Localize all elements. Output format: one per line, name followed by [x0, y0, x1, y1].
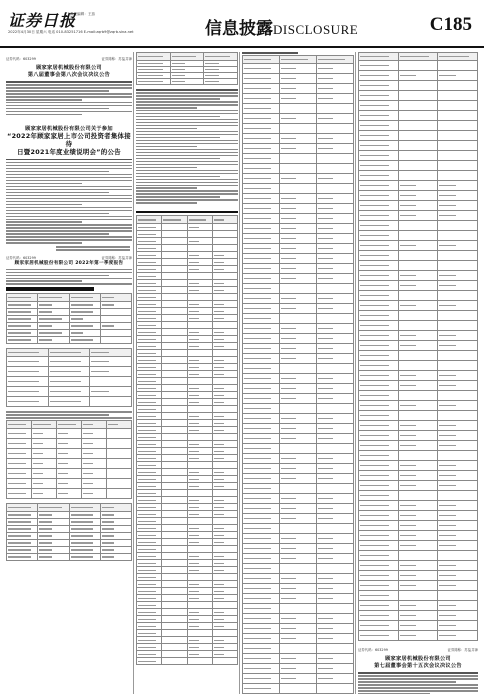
newspaper-logo: 证券日报 [8, 11, 77, 30]
company-name: 顾家家居机械股份有限公司 [385, 656, 451, 662]
stock-short-name: 证券简称：苏盐井神 [101, 57, 132, 61]
stock-code: 证券代码：603299 [6, 255, 36, 260]
notice-header [6, 56, 132, 78]
column-rule [239, 52, 240, 694]
notice-header [6, 255, 132, 266]
dateline: 2022年4月30日 星期六 电话 010-83251716 E-mail:zqrb9@zqrb.sina.net [8, 30, 134, 34]
notice-header [358, 647, 478, 669]
stock-short-name: 证券简称：苏盐井神 [447, 648, 478, 652]
notice-title: 第七届董事会第十五次会议决议公告 [374, 663, 462, 669]
company-name: 顾家家居机械股份有限公司 [36, 65, 102, 71]
data-table [6, 348, 132, 407]
section-title-cn: 信息披露 [205, 19, 273, 39]
data-table [136, 52, 238, 85]
notice-header [6, 125, 132, 156]
section-heading-bar [136, 211, 238, 213]
data-table [242, 55, 354, 694]
notice-title: 第八届董事会第八次会议决议公告 [27, 72, 111, 78]
stock-code: 证券代码：603299 [358, 648, 388, 652]
data-table [358, 52, 478, 641]
notice-title-line: “2022年顾家家居上市公司投资者集体接待 [7, 131, 131, 148]
data-table [6, 420, 132, 499]
section-title [205, 14, 358, 39]
data-table [6, 503, 132, 561]
company-name: 顾家家居机械股份有限公司关于参加 [25, 125, 113, 132]
column-1 [6, 52, 132, 694]
section-heading-bar [6, 287, 94, 291]
notice-title: 顾家家居机械股份有限公司 2022年第一季度报告 [14, 260, 124, 266]
column-rule [355, 52, 356, 694]
column-2 [136, 52, 238, 694]
data-table [6, 293, 132, 344]
masthead [0, 0, 484, 48]
stock-code: 证券代码：603299 [6, 57, 36, 61]
page-number: C185 [429, 14, 472, 35]
stock-short-name: 证券简称：苏盐井神 [101, 255, 132, 260]
column-3 [242, 52, 354, 694]
editor-line: 责任编辑：王蕊 [70, 12, 96, 16]
notice-title-line: 日暨2021年度业绩说明会”的公告 [17, 147, 121, 156]
column-rule [133, 52, 134, 694]
column-4 [358, 52, 478, 694]
section-title-en: DISCLOSURE [273, 22, 359, 37]
data-table [136, 215, 238, 665]
